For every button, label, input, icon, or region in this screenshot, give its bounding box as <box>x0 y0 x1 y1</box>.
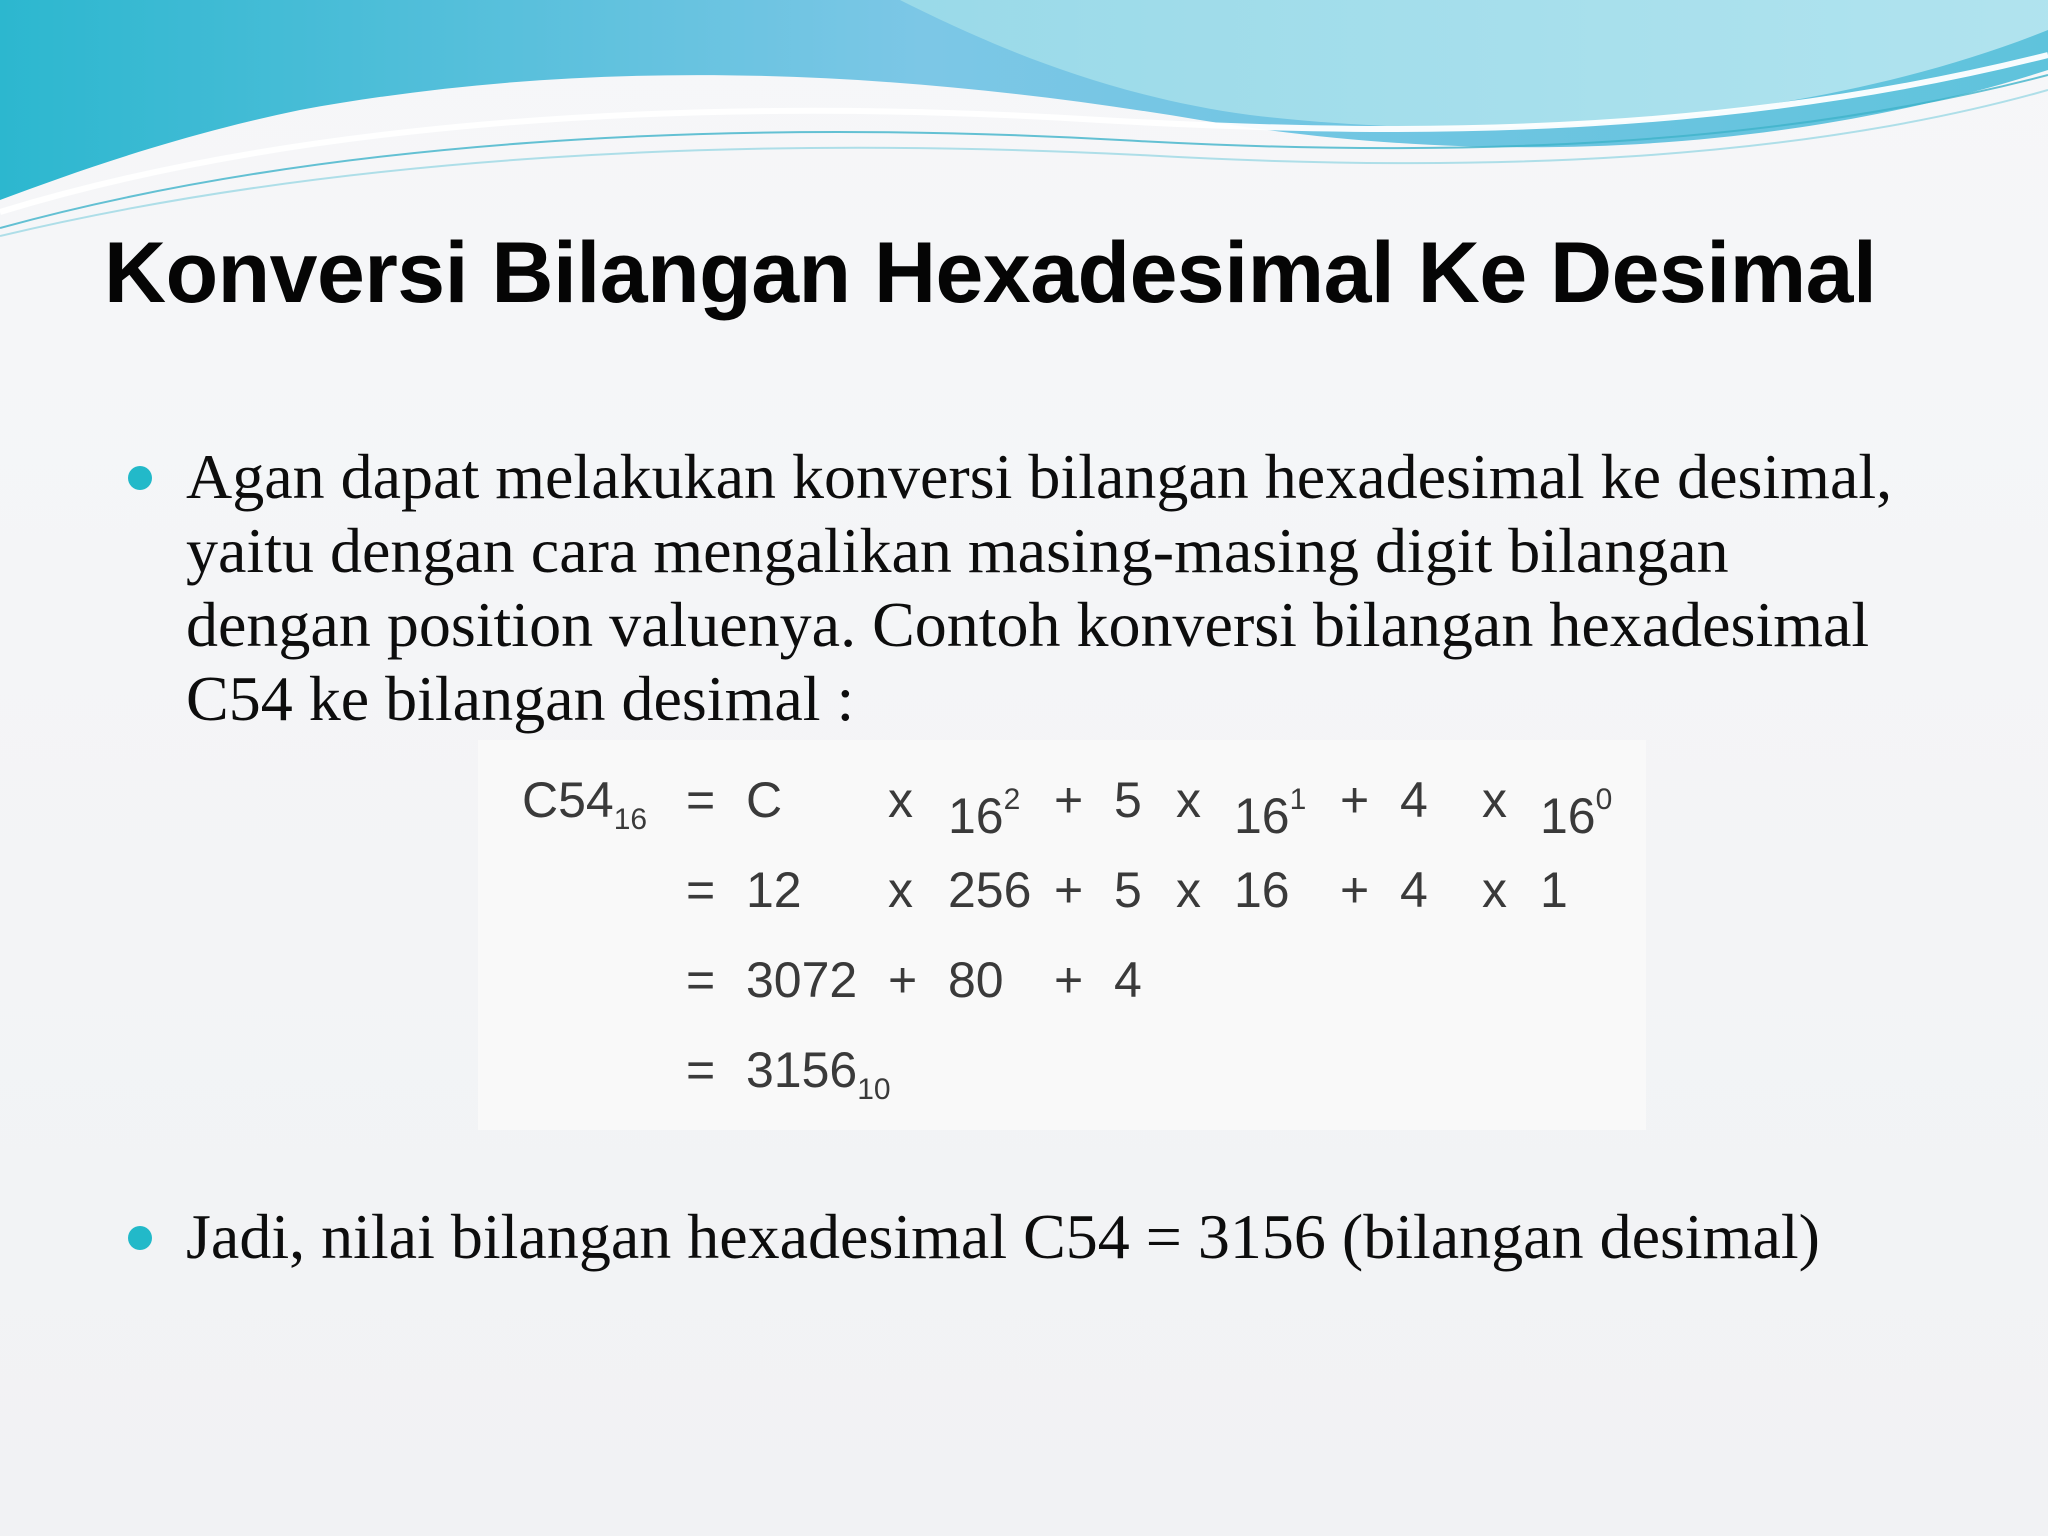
eq-row4-equals: = <box>686 1042 716 1098</box>
eq-row2-plus2: + <box>1340 862 1370 918</box>
header-wave-decoration <box>0 0 2048 240</box>
eq-row2-times3: x <box>1482 862 1507 918</box>
bullet-icon <box>128 1226 152 1250</box>
slide-title: Konversi Bilangan Hexadesimal Ke Desimal <box>104 225 1877 321</box>
eq-row2-value1: 256 <box>948 862 1032 918</box>
bullet-text-conclusion: Jadi, nilai bilangan hexadesimal C54 = 3156 (bilangan desimal) <box>186 1201 1820 1272</box>
eq-row1-digit2: 5 <box>1114 772 1142 828</box>
eq-row4-result: $3156_{10}$ <box>746 1042 891 1106</box>
eq-row3-term2: 80 <box>948 952 1004 1008</box>
eq-row3-term1: 3072 <box>746 952 858 1008</box>
eq-row1-digit3: 4 <box>1400 772 1428 828</box>
eq-row1-times3: x <box>1482 772 1507 828</box>
eq-row1-digit1: C <box>746 772 783 828</box>
eq-row2-plus1: + <box>1054 862 1084 918</box>
eq-row3-plus1: + <box>888 952 918 1008</box>
eq-row1-power2: $16^1$ <box>1234 783 1307 844</box>
eq-row1-equals: = <box>686 772 716 828</box>
eq-row2-digit2: 5 <box>1114 862 1142 918</box>
eq-row1-times1: x <box>888 772 913 828</box>
eq-row2-times1: x <box>888 862 913 918</box>
conversion-equation-image <box>478 740 1646 1130</box>
eq-row1-plus1: + <box>1054 772 1084 828</box>
bullet-text-intro: Agan dapat melakukan konversi bilangan hexadesimal ke desimal, yaitu dengan cara mengalikan masing-masing digit bilangan dengan position valuenya. Contoh konversi bilangan hexadesimal C54 ke bilangan desimal : <box>186 441 1893 734</box>
eq-row2-value2: 16 <box>1234 862 1290 918</box>
eq-row2-equals: = <box>686 862 716 918</box>
bullet-item-conclusion <box>186 1200 1906 1274</box>
eq-row1-times2: x <box>1176 772 1201 828</box>
eq-row3-plus2: + <box>1054 952 1084 1008</box>
eq-row3-term3: 4 <box>1114 952 1142 1008</box>
eq-row1-lhs: $C54_{16}$ <box>522 772 648 836</box>
eq-row2-digit3: 4 <box>1400 862 1428 918</box>
eq-row2-value3: 1 <box>1540 862 1568 918</box>
eq-row2-digit1: 12 <box>746 862 802 918</box>
eq-row1-plus2: + <box>1340 772 1370 828</box>
eq-row2-times2: x <box>1176 862 1201 918</box>
eq-row1-power1: $16^2$ <box>948 783 1021 844</box>
eq-row1-power3: $16^0$ <box>1540 783 1613 844</box>
bullet-item-intro <box>186 440 1906 736</box>
bullet-icon <box>128 466 152 490</box>
eq-row3-equals: = <box>686 952 716 1008</box>
